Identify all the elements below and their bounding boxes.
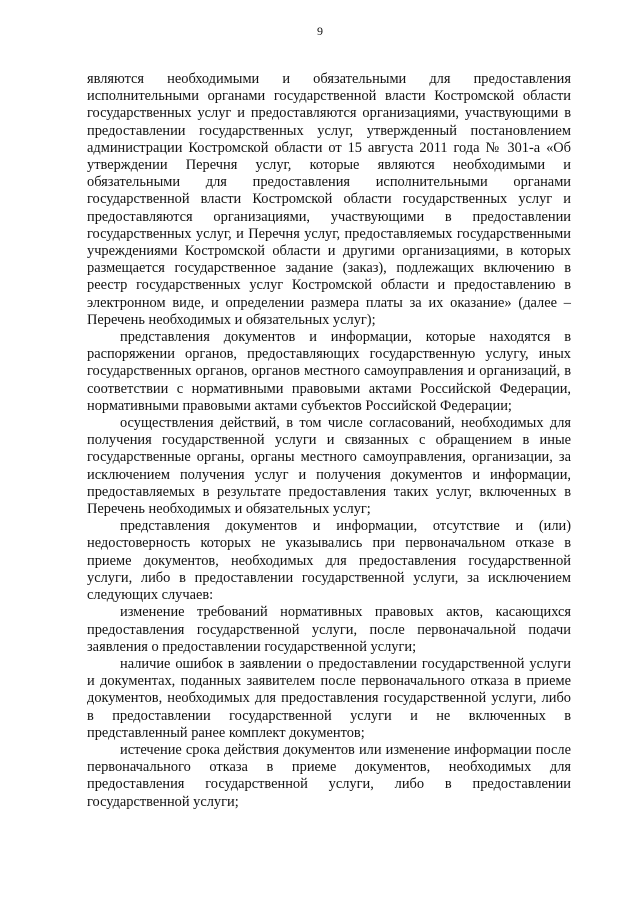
page-number: 9	[317, 24, 323, 38]
paragraph: наличие ошибок в заявлении о предоставлении государственной услуги и документах, поданных заявителем после первоначального отказа в приеме документов, необходимых для предоставления государственной услуги, либо в предоставлении государственной услуги и не включенных в представленный ранее комплект документов;	[87, 655, 571, 741]
document-body	[87, 71, 571, 811]
paragraph: представления документов и информации, отсутствие и (или) недостоверность которых не указывались при первоначальном отказе в приеме документов, необходимых для предоставления государственной услуги, либо в предоставлении государственной услуги, за исключением следующих случаев:	[87, 518, 571, 604]
paragraph: являются необходимыми и обязательными для предоставления исполнительными органами государственной власти Костромской области государственных услуг и предоставляются организациями, участвующими в предоставлении государственных услуг, утвержденный постановлением администрации Костромской области от 15 августа 2011 года № 301-а «Об утверждении Перечня услуг, которые являются необходимыми и обязательными для предоставления исполнительными органами государственной власти Костромской области государственных услуг и предоставляются организациями, участвующими в предоставлении государственных услуг, и Перечня услуг, предоставляемых государственными учреждениями Костромской области и другими организациями, в которых размещается государственное задание (заказ), подлежащих включению в реестр государственных услуг Костромской области и предоставлению в электронном виде, и определении размера платы за их оказание» (далее – Перечень необходимых и обязательных услуг);	[87, 71, 571, 328]
paragraph: истечение срока действия документов или изменение информации после первоначального отказа в приеме документов, необходимых для предоставления государственной услуги, либо в предоставлении государственной услуги;	[87, 741, 571, 810]
paragraph: изменение требований нормативных правовых актов, касающихся предоставления государственной услуги, после первоначальной подачи заявления о предоставлении государственной услуги;	[87, 604, 571, 655]
paragraph: осуществления действий, в том числе согласований, необходимых для получения государственной услуги и связанных с обращением в иные государственные органы, органы местного самоуправления, организации, за исключением получения услуг и получения документов и информации, предоставляемых в результате предоставления таких услуг, включенных в Перечень необходимых и обязательных услуг;	[87, 415, 571, 518]
paragraph: представления документов и информации, которые находятся в распоряжении органов, предоставляющих государственную услугу, иных государственных органов, органов местного самоуправления и организаций, в соответствии с нормативными правовыми актами Российской Федерации, нормативными правовыми актами субъектов Российской Федерации;	[87, 329, 571, 414]
